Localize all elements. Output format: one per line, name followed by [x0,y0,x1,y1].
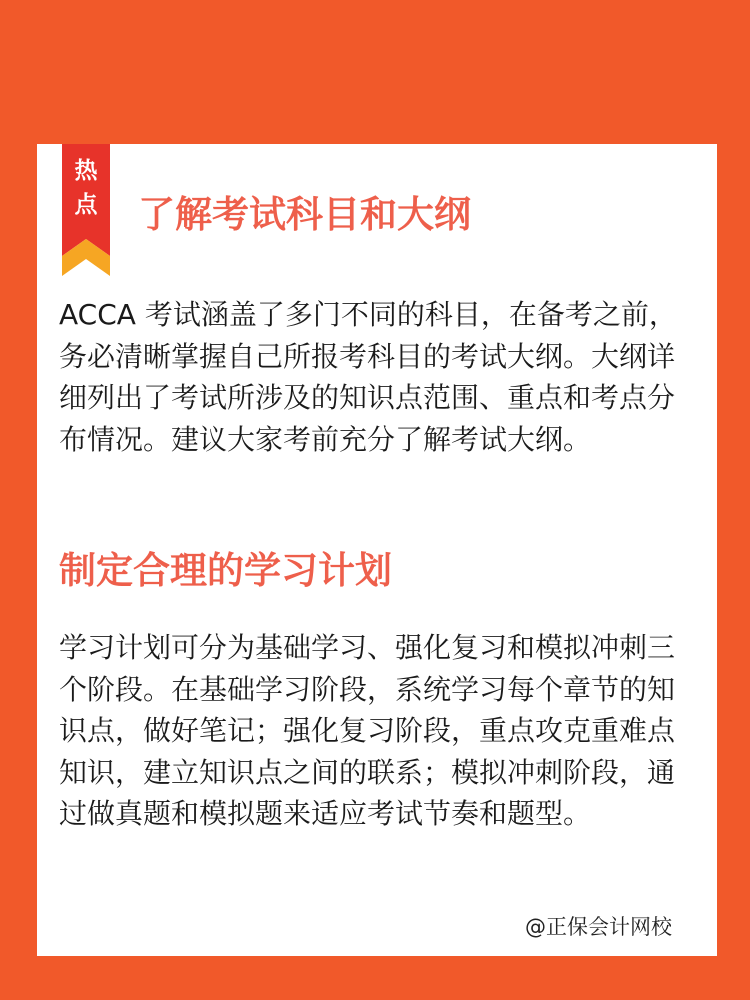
footer-credit: @正保会计网校 [525,915,672,939]
section-1-heading: 了解考试科目和大纲 [138,193,471,236]
section-2-heading: 制定合理的学习计划 [59,549,392,592]
hot-ribbon [62,144,110,276]
section-2-body: 学习计划可分为基础学习、强化复习和模拟冲刺三个阶段。在基础学习阶段，系统学习每个章节的知识点，做好笔记；强化复习阶段，重点攻克重难点知识，建立知识点之间的联系；模拟冲刺阶段，通过做真题和模拟题来适应考试节奏和题型。 [59,631,676,830]
ribbon-label-line2: 点 [74,192,98,218]
ribbon-label [62,154,110,222]
content-card [37,144,717,956]
section-1-body: ACCA 考试涵盖了多门不同的科目，在备考之前，务必清晰掌握自己所报考科目的考试大纲。大纲详细列出了考试所涉及的知识点范围、重点和考点分布情况。建议大家考前充分了解考试大纲。 [59,298,677,456]
ribbon-label-line1: 热 [74,158,98,184]
